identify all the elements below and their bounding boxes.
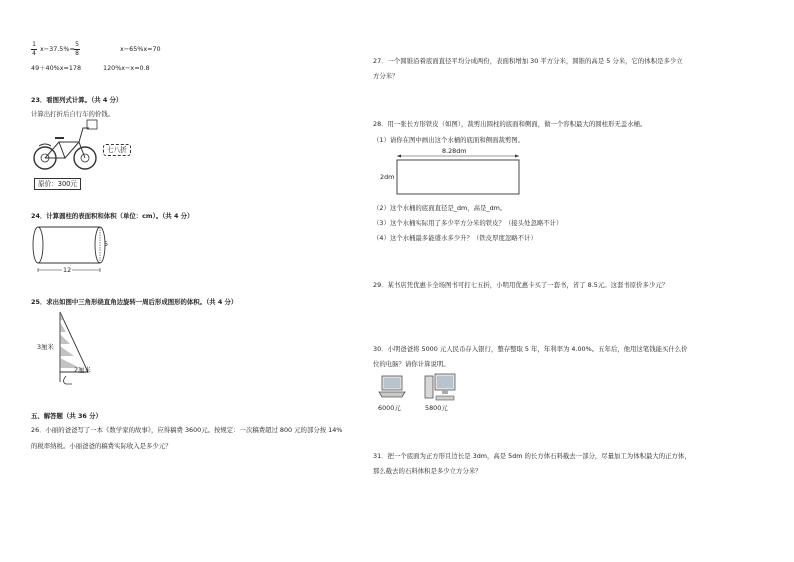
cylinder-length-label: 12 — [63, 266, 72, 274]
question-23-title: 23．看图列式计算。（共 4 分） — [31, 96, 123, 104]
question-31-line-2: 那么截去的石料体积是多少立方分米？ — [373, 467, 482, 475]
sheet-height-label: 2dm — [380, 173, 395, 181]
triangle-base-label: 2厘米 — [74, 366, 91, 374]
question-28-sub-3: （3）这个水桶实际用了多少平方分米的铁皮？（接头处忽略不计） — [373, 219, 563, 227]
question-28-line-1: 28．用一张长方形铁皮（如图），裁剪出圆柱的底面和侧面，做一个容积最大的圆柱形无盖水桶。 — [373, 120, 647, 128]
question-30-line-1: 30．小明爸爸将 5000 元人民币存入银行，整存整取 5 年，年利率为 4.00%。五年后，他用这笔钱能买什么价 — [373, 345, 688, 353]
laptop-icon — [378, 374, 406, 400]
equation-1: x−37.5%= — [40, 45, 75, 53]
equation-3: 49＋40%x=178 — [31, 64, 82, 72]
question-24-title: 24．计算圆柱的表面积和体积（单位：cm）。（共 4 分） — [31, 212, 194, 220]
laptop-price: 6000元 — [378, 404, 401, 412]
question-29-line-1: 29．某书店凭优惠卡全场图书可打七五折，小明用优惠卡买了一套书，省了 8.5元。这套书原价多少元？ — [373, 281, 669, 289]
question-26-line-2: 的税率纳税。小丽爸爸的稿费实际收入是多少元？ — [31, 442, 172, 450]
triangle-diagram — [58, 310, 98, 386]
fraction-five-eighths: 5 8 — [75, 41, 79, 57]
bicycle-illustration — [31, 118, 101, 176]
question-28-sub-4: （4）这个水桶最多能盛水多少升？（铁皮厚度忽略不计） — [373, 234, 537, 242]
fraction-one-quarter: 1 4 — [32, 41, 36, 57]
question-28-sub-1: （1）请你在图中画出这个水桶的底面和侧面裁剪图。 — [373, 136, 525, 144]
cylinder-diagram — [33, 225, 113, 273]
question-25-title: 25．求出如图中三角形绕直角边旋转一周后形成图形的体积。（共 4 分） — [31, 298, 238, 306]
equation-2: x−65%x=70 — [120, 45, 161, 53]
section-5-title: 五、解答题（共 36 分） — [31, 412, 102, 420]
sheet-dimension-arrow — [395, 148, 525, 196]
triangle-height-label: 3厘米 — [37, 343, 54, 351]
question-26-line-1: 26．小丽的爸爸写了一本《数学家的故事》，应得稿费 3600元。按规定：一次稿费超过 800 元的部分按 14% — [31, 426, 343, 434]
original-price-box: 原价：300元 — [34, 178, 81, 190]
question-31-line-1: 31．把一个底面为正方形且边长是 3dm，高是 5dm 的长方体石料截去一部分，尽量加工为体积最大的正方体， — [373, 452, 691, 460]
cylinder-height-label: 5 — [104, 240, 109, 248]
question-27-line-1: 27．一个圆锥沿着底面直径平均分成两份，表面积增加 30 平方分米，圆锥的高是 5 分米，它的体积是多少立 — [373, 57, 683, 65]
question-30-line-2: 位的电脑？请你计算说明。 — [373, 360, 450, 368]
sheet-width-label: 8.28dm — [442, 147, 467, 155]
equation-4: 120%x−x=0.8 — [103, 64, 150, 72]
question-27-line-2: 方分米？ — [373, 72, 399, 80]
question-28-sub-2: （2）这个水桶的底面直径是_dm，高是_dm。 — [373, 204, 507, 212]
question-23-text: 计算出打折后自行车的价钱。 — [31, 110, 115, 118]
desktop-price: 5800元 — [425, 404, 448, 412]
discount-tag: 七八折 — [103, 144, 131, 156]
desktop-computer-icon — [424, 372, 456, 402]
